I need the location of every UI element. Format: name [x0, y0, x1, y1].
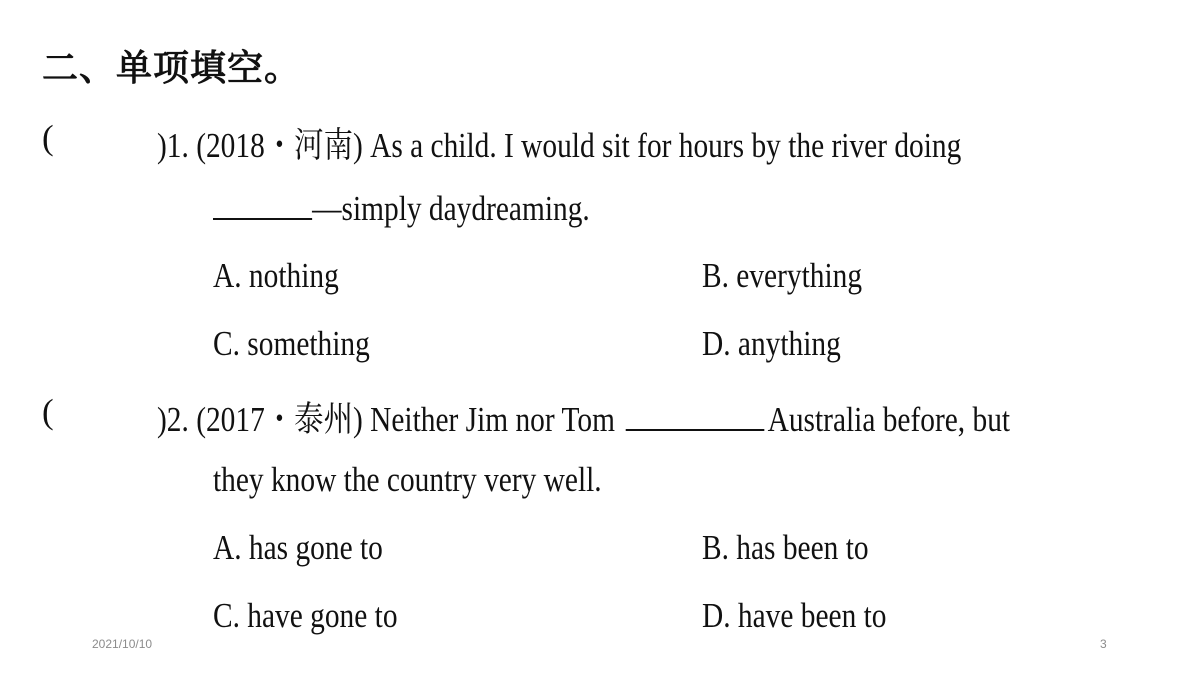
answer-blank	[626, 399, 765, 431]
question-source: (2017・泰州)	[196, 400, 363, 439]
question-1-line-1	[157, 118, 1173, 168]
option-d: D. anything	[702, 324, 841, 363]
option-c: C. something	[213, 324, 370, 363]
question-stem: As a child. I would sit for hours by the river doing	[370, 126, 962, 165]
question-source: (2018・河南)	[196, 126, 363, 165]
option-a: A. has gone to	[213, 528, 383, 567]
section-title: 二、单项填空。	[42, 48, 302, 89]
answer-open-paren: (	[42, 118, 54, 157]
question-stem: Neither Jim nor Tom	[370, 400, 615, 439]
question-stem-continued: Australia before, but	[767, 400, 1011, 439]
answer-blank	[213, 188, 312, 220]
question-stem-continued: —simply daydreaming.	[312, 189, 590, 228]
question-2-line-1	[157, 392, 1010, 442]
question-2-line-2: they know the country very well.	[213, 460, 602, 499]
option-b: B. has been to	[702, 528, 869, 567]
option-b: B. everything	[702, 256, 863, 295]
question-number: )1.	[157, 126, 189, 165]
question-number: )2.	[157, 400, 189, 439]
option-d: D. have been to	[702, 596, 887, 635]
option-c: C. have gone to	[213, 596, 398, 635]
footer-date: 2021/10/10	[92, 637, 153, 651]
option-a: A. nothing	[213, 256, 339, 295]
footer-page-number: 3	[1100, 637, 1107, 651]
answer-open-paren: (	[42, 392, 54, 431]
question-1-line-2	[213, 188, 590, 229]
